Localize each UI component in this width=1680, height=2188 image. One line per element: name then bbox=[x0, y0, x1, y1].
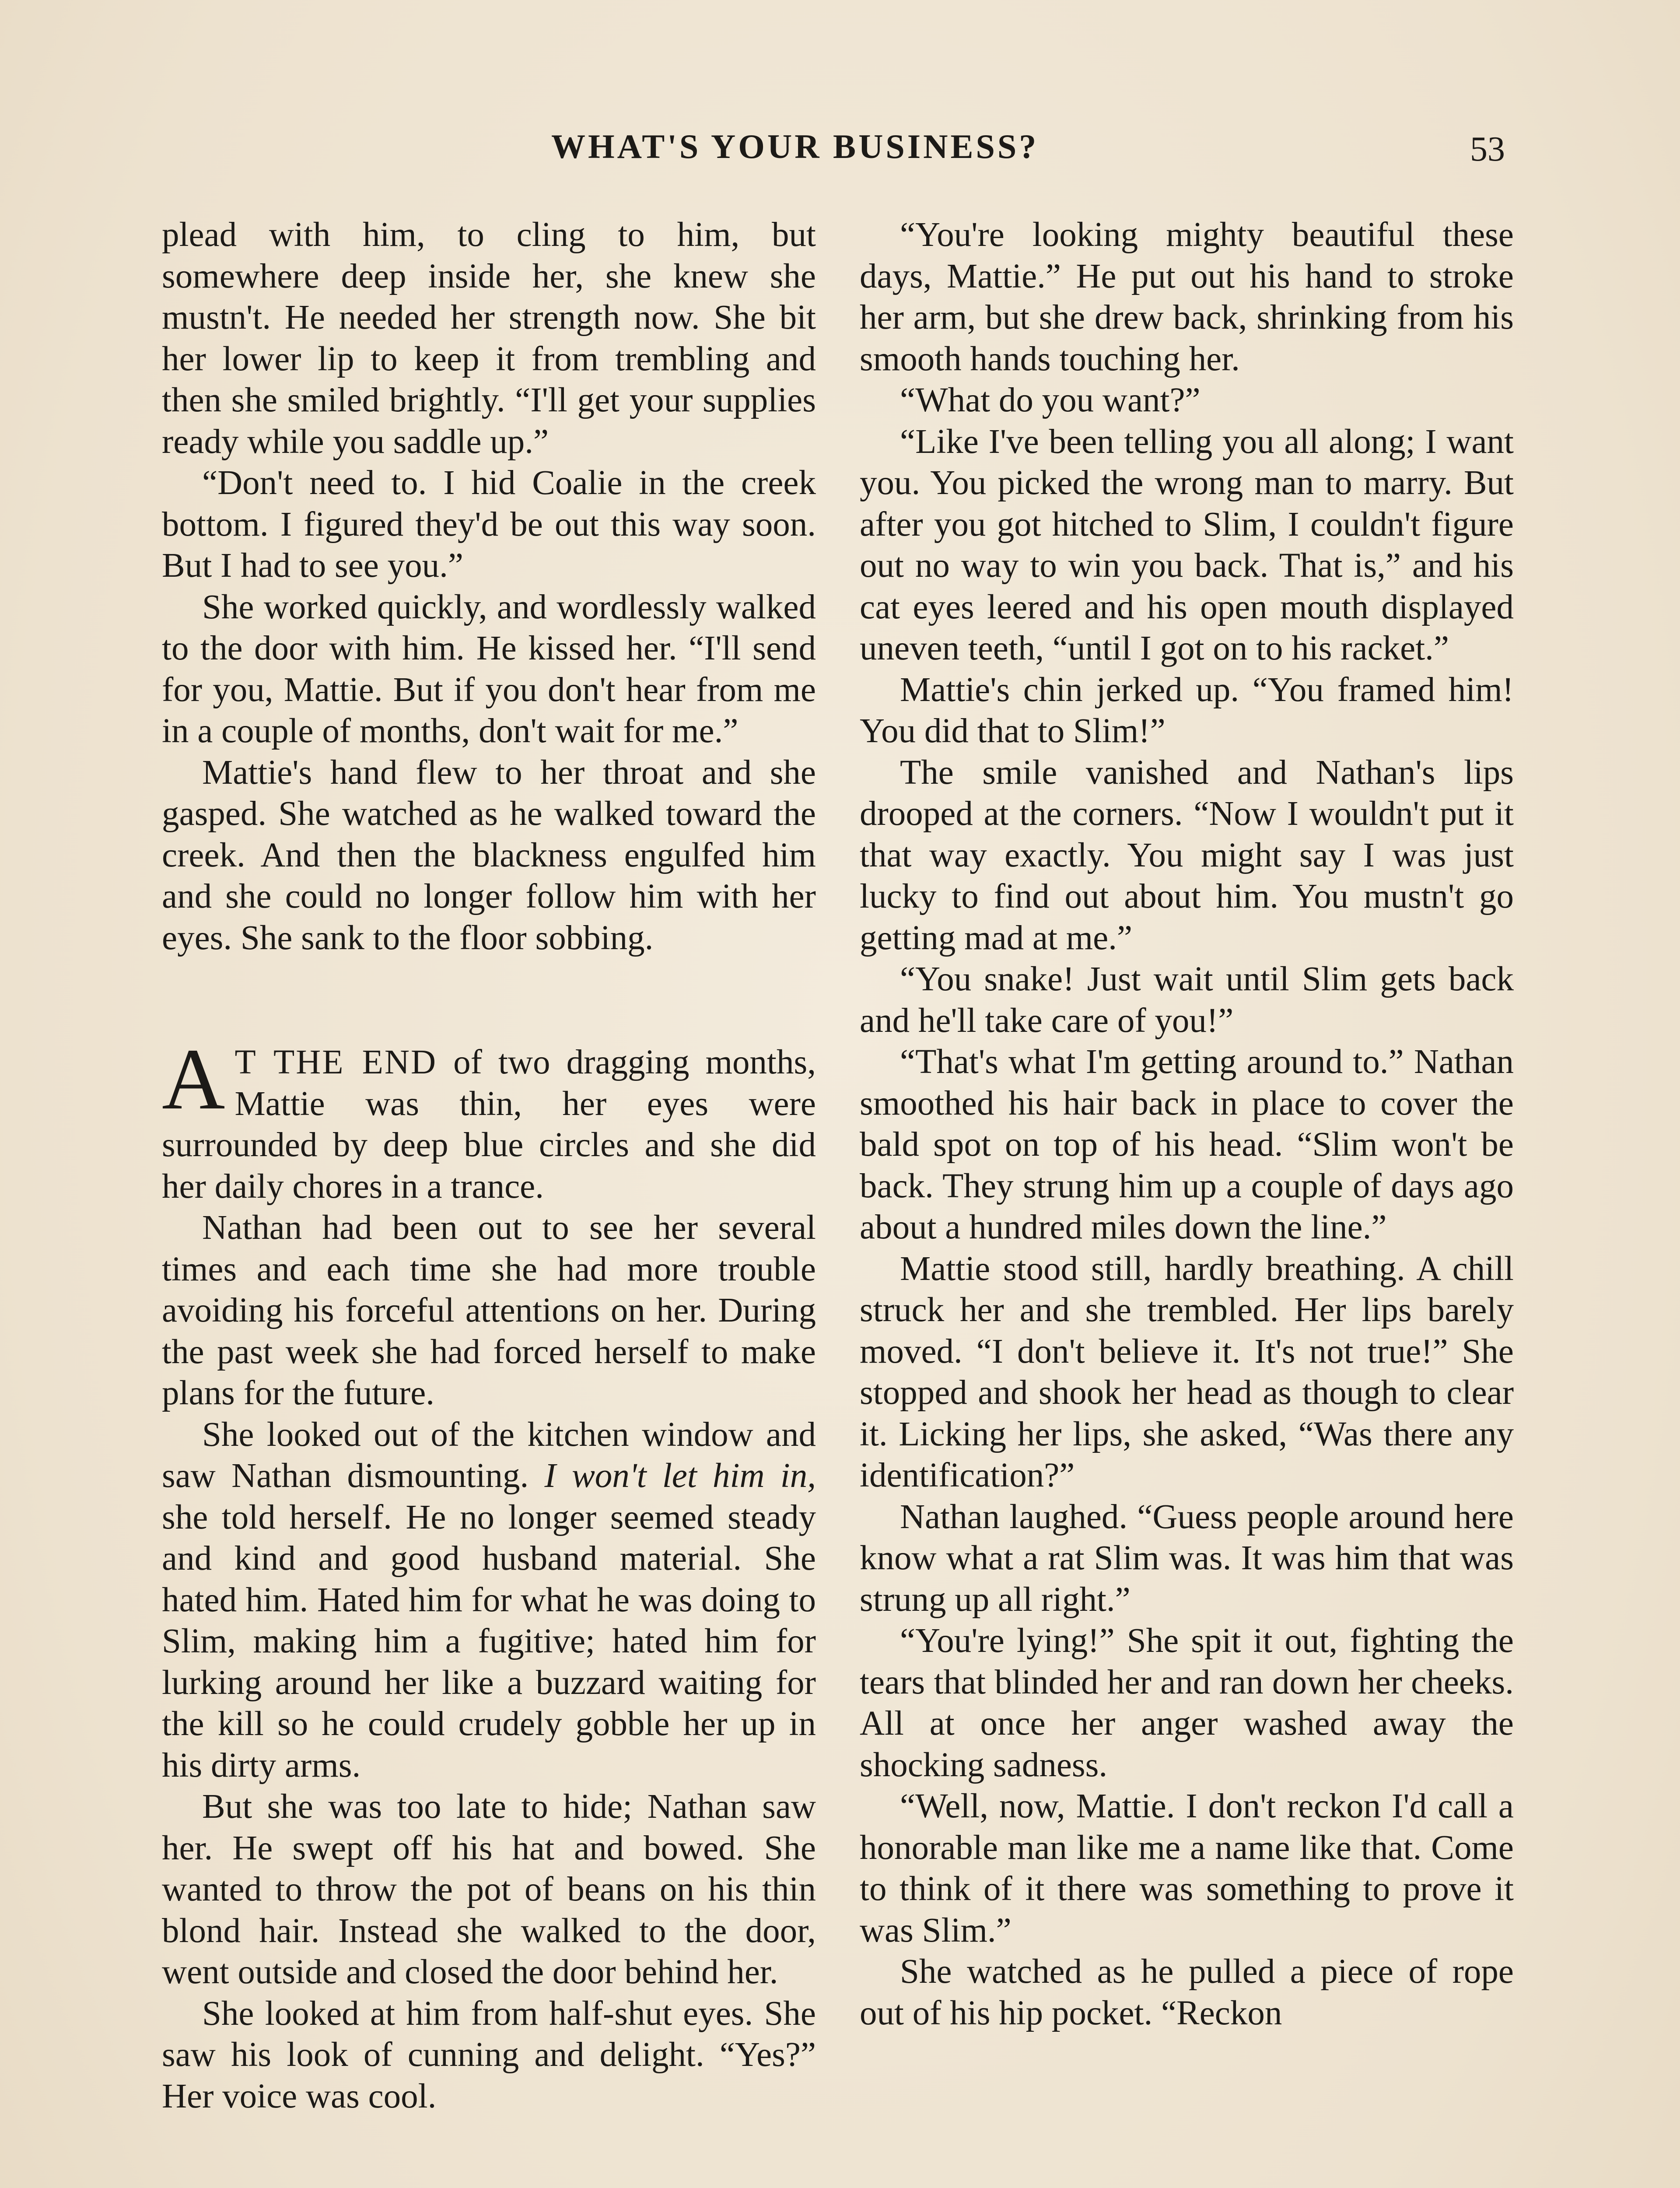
paragraph: “Like I've been telling you all along; I want you. You picked the wrong man to marry. But after you got hitched to Slim, I couldn't figure out no way to win you back. That is,” and his cat eyes leered and his open mouth displayed uneven teeth, “until I got on to his racket.” bbox=[860, 422, 1514, 667]
paragraph: “You're looking mighty beautiful these days, Mattie.” He put out his hand to stroke her arm, but she drew back, shrinking from his smooth hands touching her. bbox=[860, 216, 1514, 378]
paragraph: “That's what I'm getting around to.” Nathan smoothed his hair back in place to cover the bald spot on top of his head. “Slim won't be back. They strung him up a couple of days ago about a hundred miles down the line.” bbox=[860, 1043, 1514, 1246]
italic-thought: I won't let him in, bbox=[544, 1457, 816, 1495]
paragraph: “What do you want?” bbox=[900, 381, 1200, 419]
paragraph: “You snake! Just wait until Slim gets back and he'll take care of you!” bbox=[860, 960, 1514, 1040]
paragraph: She watched as he pulled a piece of rope out of his hip pocket. “Reckon bbox=[860, 1953, 1514, 2032]
paragraph: “Well, now, Mattie. I don't reckon I'd call a honorable man like me a name like that. Come to think of it there was something to prove it was Slim.” bbox=[860, 1787, 1514, 1950]
paragraph: Mattie's chin jerked up. “You framed him! You did that to Slim!” bbox=[860, 670, 1514, 750]
paragraph: The smile vanished and Nathan's lips drooped at the corners. “Now I wouldn't put it that way exactly. You might say I was just lucky to find out about him. You mustn't go getting mad at me.” bbox=[860, 753, 1514, 957]
right-column bbox=[860, 214, 1514, 2034]
paragraph: “Don't need to. I hid Coalie in the creek bottom. I figured they'd be out this way soon. But I had to see you.” bbox=[162, 464, 816, 585]
paragraph-text: she told herself. He no longer seemed steady and kind and good husband material. She hated him. Hated him for what he was doing to Slim, making him a fugitive; hated him for lurking around her like a buzzard waiting for the kill so he could crudely gobble her up in his dirty arms. bbox=[162, 1498, 816, 1785]
paragraph bbox=[162, 1414, 816, 1787]
paragraph: She worked quickly, and wordlessly walked to the door with him. He kissed her. “I'll send for you, Mattie. But if you don't hear from me in a couple of months, don't wait for me.” bbox=[162, 588, 816, 750]
left-column bbox=[162, 214, 816, 2117]
page-number: 53 bbox=[1470, 130, 1505, 168]
paragraph: But she was too late to hide; Nathan saw her. He swept off his hat and bowed. She wanted to throw the pot of beans on his thin blond hair. Instead she walked to the door, went outside and closed the door behind her. bbox=[162, 1788, 816, 1991]
paragraph-text: of two dragging months, Mattie was thin, her eyes were surrounded by deep blue circles and she did her daily chores in a trance. bbox=[162, 1043, 816, 1206]
paragraph: Nathan had been out to see her several times and each time she had more trouble avoiding his forceful attentions on her. During the past week she had forced herself to make plans for the future. bbox=[162, 1209, 816, 1412]
lead-in-caps: T THE END bbox=[234, 1043, 437, 1081]
drop-cap: A bbox=[162, 1031, 225, 1128]
paragraph: She looked at him from half-shut eyes. She saw his look of cunning and delight. “Yes?” Her voice was cool. bbox=[162, 1994, 816, 2115]
paragraph: Mattie's hand flew to her throat and she gasped. She watched as he walked toward the creek. And then the blackness engulfed him and she could no longer follow him with her eyes. She sank to the floor sobbing. bbox=[162, 753, 816, 957]
running-title: WHAT'S YOUR BUSINESS? bbox=[551, 127, 1039, 165]
section-opening-paragraph bbox=[162, 1031, 816, 1207]
paragraph: plead with him, to cling to him, but somewhere deep inside her, she knew she mustn't. He needed her strength now. She bit her lower lip to keep it from trembling and then she smiled brightly. “I'll get your supplies ready while you saddle up.” bbox=[162, 216, 816, 461]
paragraph-text: She looked out of the kitchen window and saw Nathan dismounting. bbox=[162, 1415, 816, 1495]
paragraph: “You're lying!” She spit it out, fighting the tears that blinded her and ran down her cheeks. All at once her anger washed away the shocking sadness. bbox=[860, 1622, 1514, 1784]
paragraph: Mattie stood still, hardly breathing. A chill struck her and she trembled. Her lips barely moved. “I don't believe it. It's not true!” She stopped and shook her head as though to clear it. Licking her lips, she asked, “Was there any identification?” bbox=[860, 1249, 1514, 1494]
paragraph: Nathan laughed. “Guess people around here know what a rat Slim was. It was him that was strung up all right.” bbox=[860, 1497, 1514, 1619]
